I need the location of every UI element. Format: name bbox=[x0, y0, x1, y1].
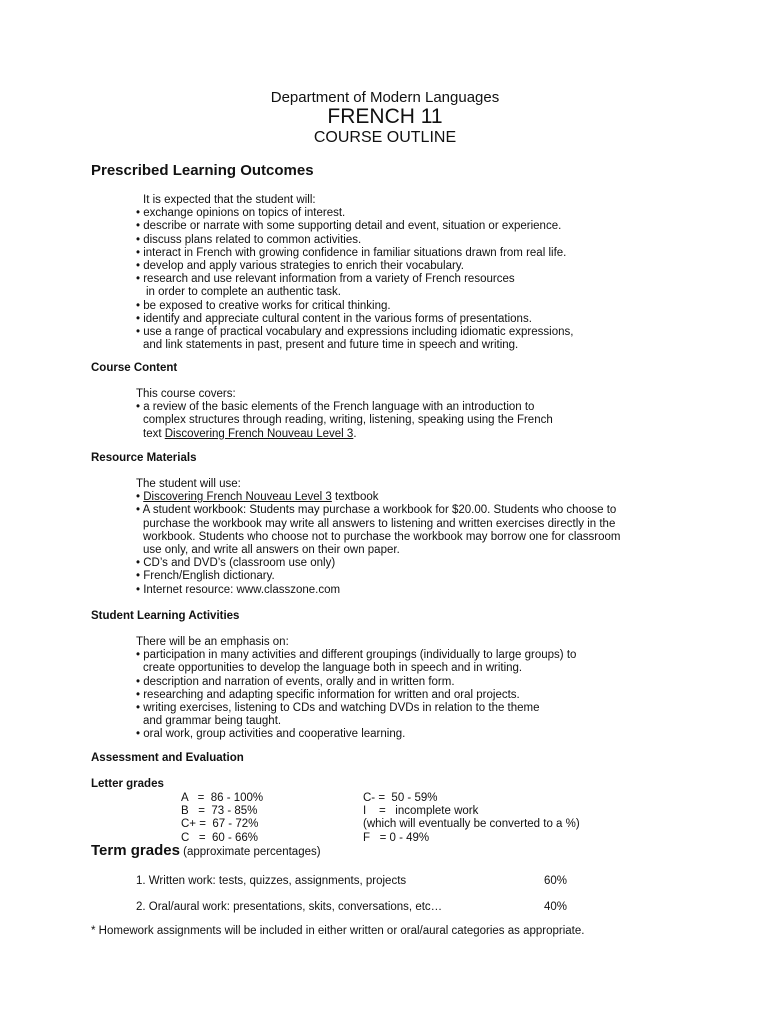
list-item: • A student workbook: Students may purchase a workbook for $20.00. Students who choose to bbox=[136, 504, 617, 517]
list-item: • participation in many activities and different groupings (individually to large groups) to bbox=[136, 649, 577, 662]
list-item: • research and use relevant information from a variety of French resources bbox=[136, 273, 515, 286]
list-item: create opportunities to develop the language both in speech and in writing. bbox=[143, 662, 523, 675]
list-item: and grammar being taught. bbox=[143, 715, 282, 728]
activities-heading: Student Learning Activities bbox=[91, 610, 240, 622]
list-item: • description and narration of events, orally and in written form. bbox=[136, 675, 455, 688]
letter-grades-heading: Letter grades bbox=[91, 778, 164, 790]
list-item: • researching and adapting specific information for written and oral projects. bbox=[136, 688, 520, 701]
list-item: complex structures through reading, writing, listening, speaking using the French bbox=[143, 414, 553, 427]
list-item: • be exposed to creative works for critical thinking. bbox=[136, 299, 391, 312]
grade-item: (which will eventually be converted to a %) bbox=[363, 818, 580, 831]
homework-footnote: * Homework assignments will be included in either written or oral/aural categories as appropriate. bbox=[91, 925, 585, 937]
grade-item: C+ = 67 - 72% bbox=[181, 818, 259, 831]
list-item: • Internet resource: www.classzone.com bbox=[136, 583, 341, 596]
list-item: • discuss plans related to common activities. bbox=[136, 233, 362, 246]
content-intro: This course covers: bbox=[136, 388, 236, 400]
term-item-percent: 40% bbox=[544, 901, 568, 913]
department-name: Department of Modern Languages bbox=[270, 89, 500, 106]
course-title: FRENCH 11 bbox=[327, 105, 443, 128]
grade-item: B = 73 - 85% bbox=[181, 805, 258, 818]
list-item: • use a range of practical vocabulary and expressions including idiomatic expressions, bbox=[136, 326, 574, 339]
list-item: • develop and apply various strategies to enrich their vocabulary. bbox=[136, 260, 464, 273]
document-type: COURSE OUTLINE bbox=[313, 129, 457, 146]
resources-list bbox=[136, 478, 621, 597]
list-item: workbook. Students who choose not to purchase the workbook may borrow one for classroom bbox=[143, 530, 621, 543]
list-item: • writing exercises, listening to CDs and watching DVDs in relation to the theme bbox=[136, 702, 540, 715]
list-item: use only, and write all answers on their own paper. bbox=[143, 544, 400, 557]
list-item bbox=[136, 491, 621, 504]
list-item: • identify and appreciate cultural content in the various forms of presentations. bbox=[136, 312, 532, 325]
term-grades-heading bbox=[91, 842, 321, 860]
grade-item: F = 0 - 49% bbox=[363, 831, 430, 844]
list-item: • describe or narrate with some supporting detail and event, situation or experience. bbox=[136, 220, 562, 233]
grade-item: A = 86 - 100% bbox=[181, 792, 264, 804]
outcomes-heading: Prescribed Learning Outcomes bbox=[91, 162, 314, 179]
list-item: • a review of the basic elements of the French language with an introduction to bbox=[136, 401, 535, 414]
resources-intro: The student will use: bbox=[136, 478, 241, 490]
list-item: • oral work, group activities and cooperative learning. bbox=[136, 728, 406, 741]
content-heading: Course Content bbox=[91, 362, 178, 374]
text-suffix: . bbox=[353, 427, 357, 440]
textbook-title: Discovering French Nouveau Level 3 bbox=[164, 427, 354, 440]
list-item: • CD’s and DVD’s (classroom use only) bbox=[136, 557, 336, 570]
list-item: purchase the workbook may write all answers to listening and written exercises directly in the bbox=[143, 517, 616, 530]
text-suffix: textbook bbox=[331, 491, 379, 504]
list-item: • French/English dictionary. bbox=[136, 570, 275, 583]
term-item-percent: 60% bbox=[544, 875, 568, 887]
content-list bbox=[136, 388, 553, 441]
term-item-label: 1. Written work: tests, quizzes, assignments, projects bbox=[136, 875, 407, 887]
resources-heading: Resource Materials bbox=[91, 452, 197, 464]
list-item: in order to complete an authentic task. bbox=[146, 286, 341, 299]
outcomes-intro: It is expected that the student will: bbox=[143, 194, 316, 206]
assessment-heading: Assessment and Evaluation bbox=[91, 752, 244, 764]
text-prefix: text bbox=[143, 427, 165, 440]
term-grades-note: (approximate percentages) bbox=[179, 846, 321, 858]
textbook-title: Discovering French Nouveau Level 3 bbox=[143, 491, 332, 504]
grade-item: C- = 50 - 59% bbox=[363, 792, 438, 804]
list-item: • exchange opinions on topics of interest. bbox=[136, 207, 346, 220]
list-item: and link statements in past, present and future time in speech and writing. bbox=[143, 339, 519, 352]
term-item-label: 2. Oral/aural work: presentations, skits, conversations, etc… bbox=[136, 901, 443, 913]
activities-intro: There will be an emphasis on: bbox=[136, 636, 289, 648]
letter-grades-right bbox=[363, 792, 580, 845]
grade-item: C = 60 - 66% bbox=[181, 831, 259, 844]
grade-item: I = incomplete work bbox=[363, 805, 479, 818]
list-item: • interact in French with growing confidence in familiar situations drawn from real life. bbox=[136, 246, 567, 259]
letter-grades-left bbox=[181, 792, 263, 845]
activities-list bbox=[136, 636, 576, 742]
outcomes-list bbox=[136, 194, 573, 352]
term-grades-title: Term grades bbox=[91, 842, 180, 859]
bullet: • bbox=[136, 491, 144, 504]
list-item bbox=[136, 428, 553, 441]
